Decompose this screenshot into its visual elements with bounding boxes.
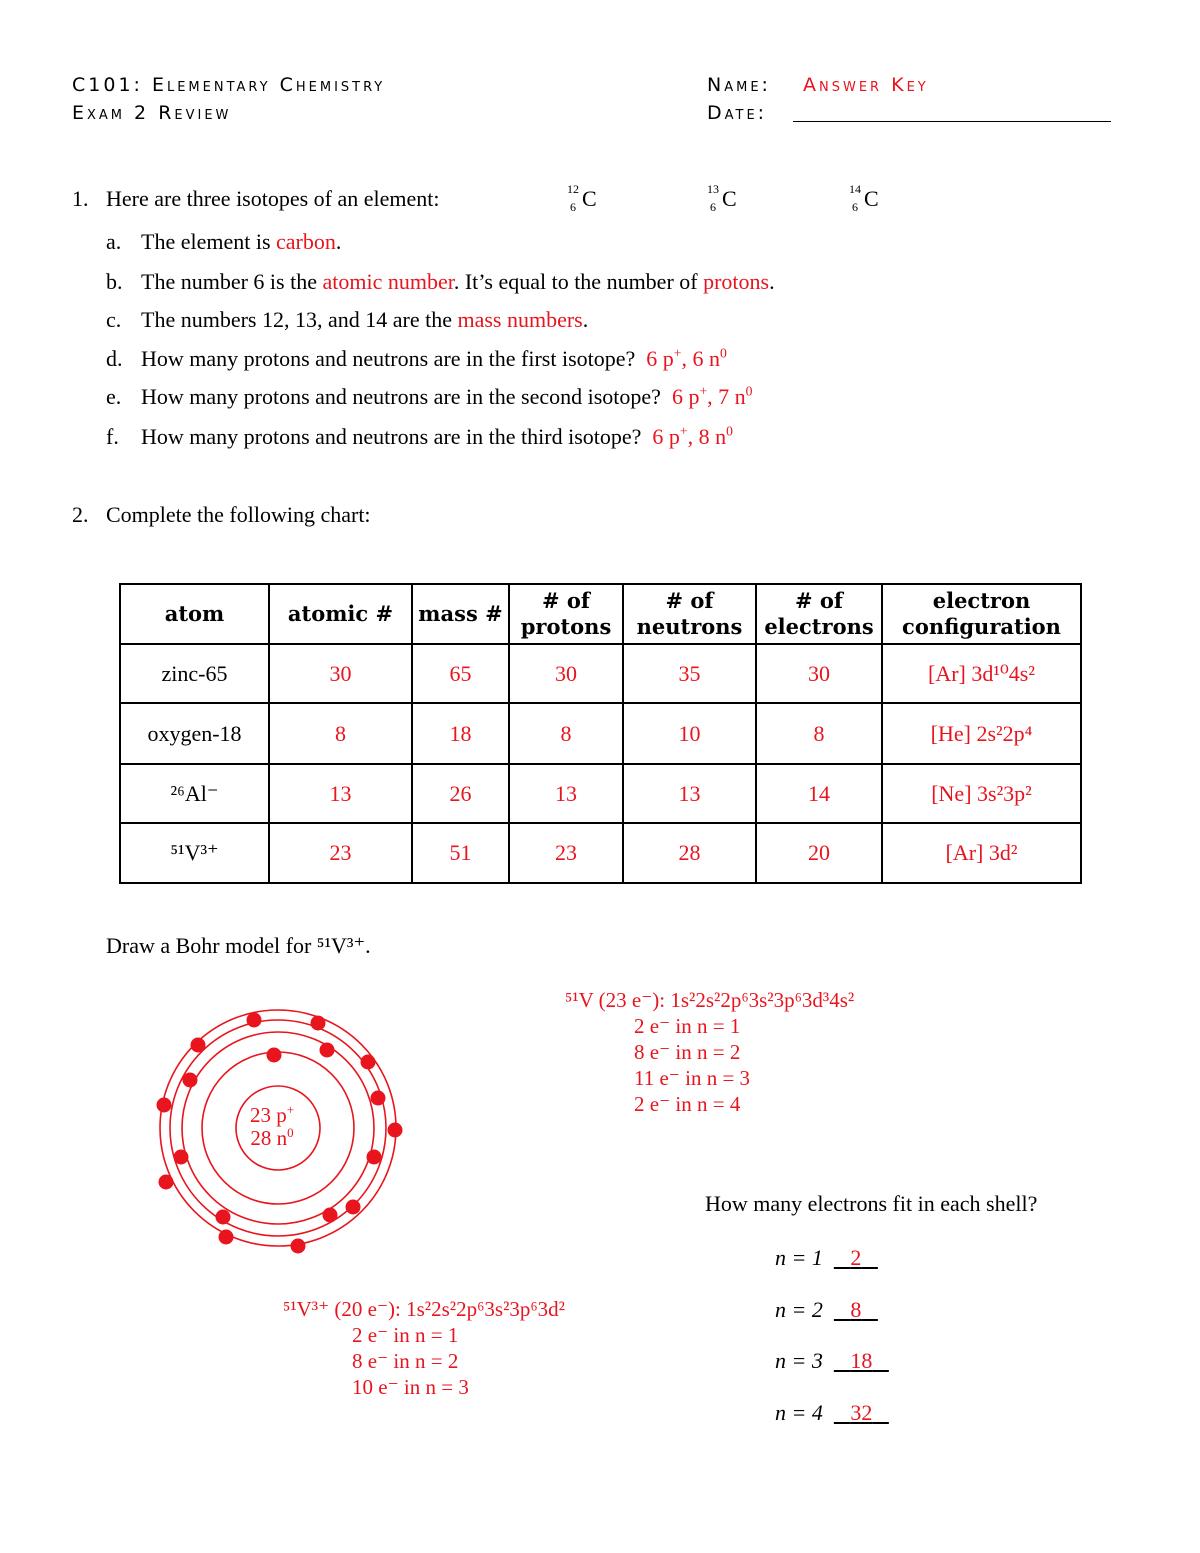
capacity-row-1: n = 1 2 [775, 1245, 862, 1270]
electron-dot [361, 1055, 376, 1070]
capacity-row-4: n = 4 32 [775, 1400, 873, 1425]
course-title: C101: Elementary Chemistry [72, 74, 386, 96]
q1a-letter: a. [106, 229, 122, 254]
v-neutral-shells: 2 e⁻ in n = 1 8 e⁻ in n = 2 11 e⁻ in n = 3 2 e⁻ in n = 4 [634, 1014, 751, 1116]
cell-neutrons: 35 [623, 644, 756, 703]
cell-atomic: 30 [269, 644, 412, 703]
cell-atomic: 8 [269, 703, 412, 764]
header-neutrons: # of neutrons [623, 584, 756, 644]
cell-protons: 8 [509, 703, 623, 764]
electron-dot [219, 1230, 234, 1245]
header-atomic: atomic # [269, 584, 412, 644]
bohr-prompt: Draw a Bohr model for ⁵¹V³⁺. [106, 933, 371, 958]
cell-electrons: 30 [756, 644, 882, 703]
q2-number: 2. [72, 502, 89, 527]
cell-atom: zinc-65 [120, 644, 269, 703]
electron-dot [346, 1200, 361, 1215]
q1e-letter: e. [106, 384, 122, 409]
capacity-row-2: n = 2 8 [775, 1297, 862, 1322]
cell-neutrons: 13 [623, 764, 756, 823]
isotope-c13: 13 6 C [707, 182, 737, 214]
capacity-prompt: How many electrons fit in each shell? [705, 1191, 1038, 1216]
cell-atomic: 23 [269, 823, 412, 883]
electron-dot [174, 1150, 189, 1165]
cell-config: [Ar] 3d² [882, 823, 1081, 883]
cell-mass: 26 [412, 764, 509, 823]
v-ion-shells: 2 e⁻ in n = 1 8 e⁻ in n = 2 10 e⁻ in n = 3 [352, 1323, 469, 1399]
cell-neutrons: 10 [623, 703, 756, 764]
name-label: Name: [707, 74, 771, 96]
cell-electrons: 20 [756, 823, 882, 883]
electron-dot [367, 1150, 382, 1165]
cell-protons: 30 [509, 644, 623, 703]
header-protons: # of protons [509, 584, 623, 644]
cell-neutrons: 28 [623, 823, 756, 883]
date-label: Date: [707, 102, 768, 124]
cell-mass: 65 [412, 644, 509, 703]
electron-dot [388, 1123, 403, 1138]
header-electrons: # of electrons [756, 584, 882, 644]
cell-atom: oxygen-18 [120, 703, 269, 764]
q1-prompt: Here are three isotopes of an element: [106, 186, 440, 211]
electron-dot [247, 1013, 262, 1028]
q1f-letter: f. [106, 424, 119, 449]
header-atom: atom [120, 584, 269, 644]
cell-atom: ⁵¹V³⁺ [120, 823, 269, 883]
q1d-text: How many protons and neutrons are in the first isotope? 6 p+, 6 $n^0$ [141, 345, 727, 371]
electron-dot [216, 1210, 231, 1225]
v-ion-config: ⁵¹V³⁺ (20 e⁻): 1s²2s²2p⁶3s²3p⁶3d² [283, 1297, 565, 1321]
cell-protons: 13 [509, 764, 623, 823]
cell-config: [He] 2s²2p⁴ [882, 703, 1081, 764]
q1b-text: The number 6 is the atomic number. It’s equal to the number of protons. [141, 269, 775, 294]
name-value: Answer Key [803, 74, 929, 96]
q1c-text: The numbers 12, 13, and 14 are the mass numbers. [141, 307, 589, 332]
electron-dot [267, 1048, 282, 1063]
electron-dot [157, 1098, 172, 1113]
electron-dot [323, 1208, 338, 1223]
q1a-text: The element is carbon. [141, 229, 342, 254]
q1b-letter: b. [106, 269, 123, 294]
cell-mass: 18 [412, 703, 509, 764]
q1e-text: How many protons and neutrons are in the second isotope? 6 p+, 7 $n^0$ [141, 383, 753, 409]
header-mass: mass # [412, 584, 509, 644]
nucleus-label: 23 p+ 28 $n^0$ [250, 1102, 295, 1150]
cell-atom: ²⁶Al⁻ [120, 764, 269, 823]
isotope-c12: 12 6 C [567, 182, 597, 214]
electron-dot [183, 1073, 198, 1088]
cell-electrons: 14 [756, 764, 882, 823]
electron-dot [159, 1175, 174, 1190]
q1-number: 1. [72, 186, 89, 211]
isotope-c14: 14 6 C [849, 182, 879, 214]
electron-dot [371, 1091, 386, 1106]
cell-config: [Ar] 3d¹⁰4s² [882, 644, 1081, 703]
electron-dot [311, 1016, 326, 1031]
cell-protons: 23 [509, 823, 623, 883]
electron-dot [191, 1038, 206, 1053]
exam-title: Exam 2 Review [72, 102, 232, 124]
electron-dot [291, 1239, 306, 1254]
q1d-letter: d. [106, 346, 123, 371]
q2-prompt: Complete the following chart: [106, 502, 371, 527]
q1c-letter: c. [106, 307, 122, 332]
header-config: electron configuration [882, 584, 1081, 644]
electron-dot [320, 1043, 335, 1058]
q1f-text: How many protons and neutrons are in the third isotope? 6 p+, 8 $n^0$ [141, 423, 733, 449]
cell-config: [Ne] 3s²3p² [882, 764, 1081, 823]
cell-electrons: 8 [756, 703, 882, 764]
cell-mass: 51 [412, 823, 509, 883]
capacity-row-3: n = 3 18 [775, 1348, 873, 1373]
cell-atomic: 13 [269, 764, 412, 823]
v-neutral-config: ⁵¹V (23 e⁻): 1s²2s²2p⁶3s²3p⁶3d³4s² [565, 988, 855, 1012]
